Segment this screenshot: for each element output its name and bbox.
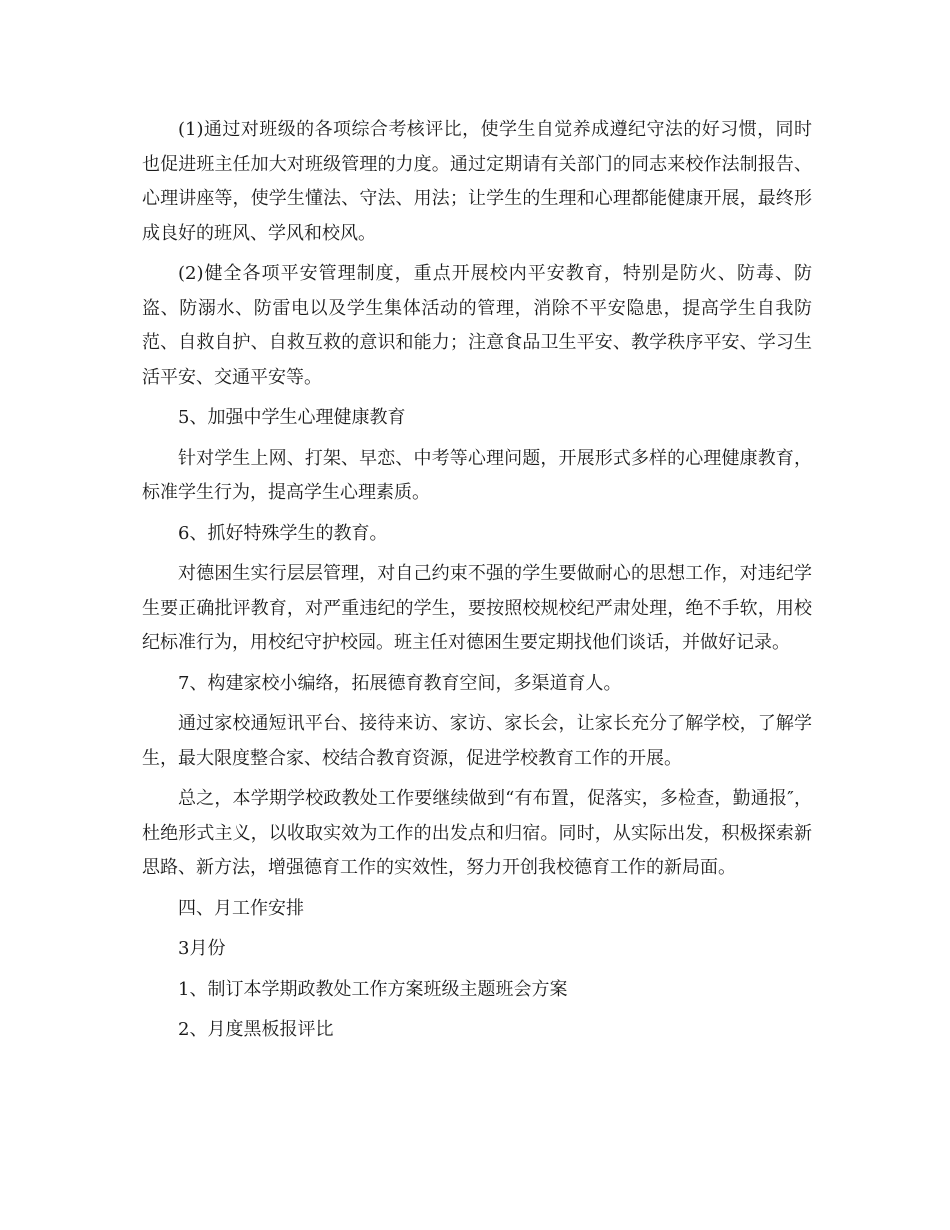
list-item-plan: 1、制订本学期政教处工作方案班级主题班会方案 [178,978,568,1000]
paragraph-summary: 总之，本学期学校政教处工作要继续做到“有布置，促落实，多检查，勤通报″，杜绝形式主义，以收取实效为工作的出发点和归宿。同时，从实际出发，积极探索新思路、新方法，增强德育工作的实效性，努力开创我校德育工作的新局面。 [142,788,812,878]
month-label: 3月份 [178,938,226,959]
section-heading-monthly-plan: 四、月工作安排 [178,897,304,919]
section-heading-special-students: 6、抓好特殊学生的教育。 [178,522,388,544]
paragraph-special-students: 对德困生实行层层管理，对自己约束不强的学生要做耐心的思想工作，对违纪学生要正确批评教育，对严重违纪的学生，要按照校规校纪严肃处理，绝不手软，用校纪标准行为，用校纪守护校园。班主任对德困生要定期找他们谈话，并做好记录。 [142,563,812,653]
paragraph-home-school: 通过家校通短讯平台、接待来访、家访、家长会，让家长充分了解学校，了解学生，最大限度整合家、校结合教育资源，促进学校教育工作的开展。 [142,713,812,769]
paragraph-mental-health: 针对学生上网、打架、早恋、中考等心理问题，开展形式多样的心理健康教育，标准学生行为，提高学生心理素质。 [142,447,812,503]
paragraph-safety-management: (2)健全各项平安管理制度，重点开展校内平安教育，特别是防火、防毒、防盗、防溺水、防雷电以及学生集体活动的管理，消除不平安隐患，提高学生自我防范、自救自护、自救互救的意识和能力；注意食品卫生平安、教学秩序平安、学习生活平安、交通平安等。 [142,263,812,388]
document-body [142,113,812,1054]
section-heading-home-school: 7、构建家校小编络，拓展德育教育空间，多渠道育人。 [178,672,622,694]
list-item-blackboard: 2、月度黑板报评比 [178,1019,334,1040]
section-heading-mental-health: 5、加强中学生心理健康教育 [178,407,406,428]
paragraph-safety-assessment: (1)通过对班级的各项综合考核评比，使学生自觉养成遵纪守法的好习惯，同时也促进班主任加大对班级管理的力度。通过定期请有关部门的同志来校作法制报告、心理讲座等，使学生懂法、守法、用法；让学生的生理和心理都能健康开展，最终形成良好的班风、学风和校风。 [142,119,812,244]
